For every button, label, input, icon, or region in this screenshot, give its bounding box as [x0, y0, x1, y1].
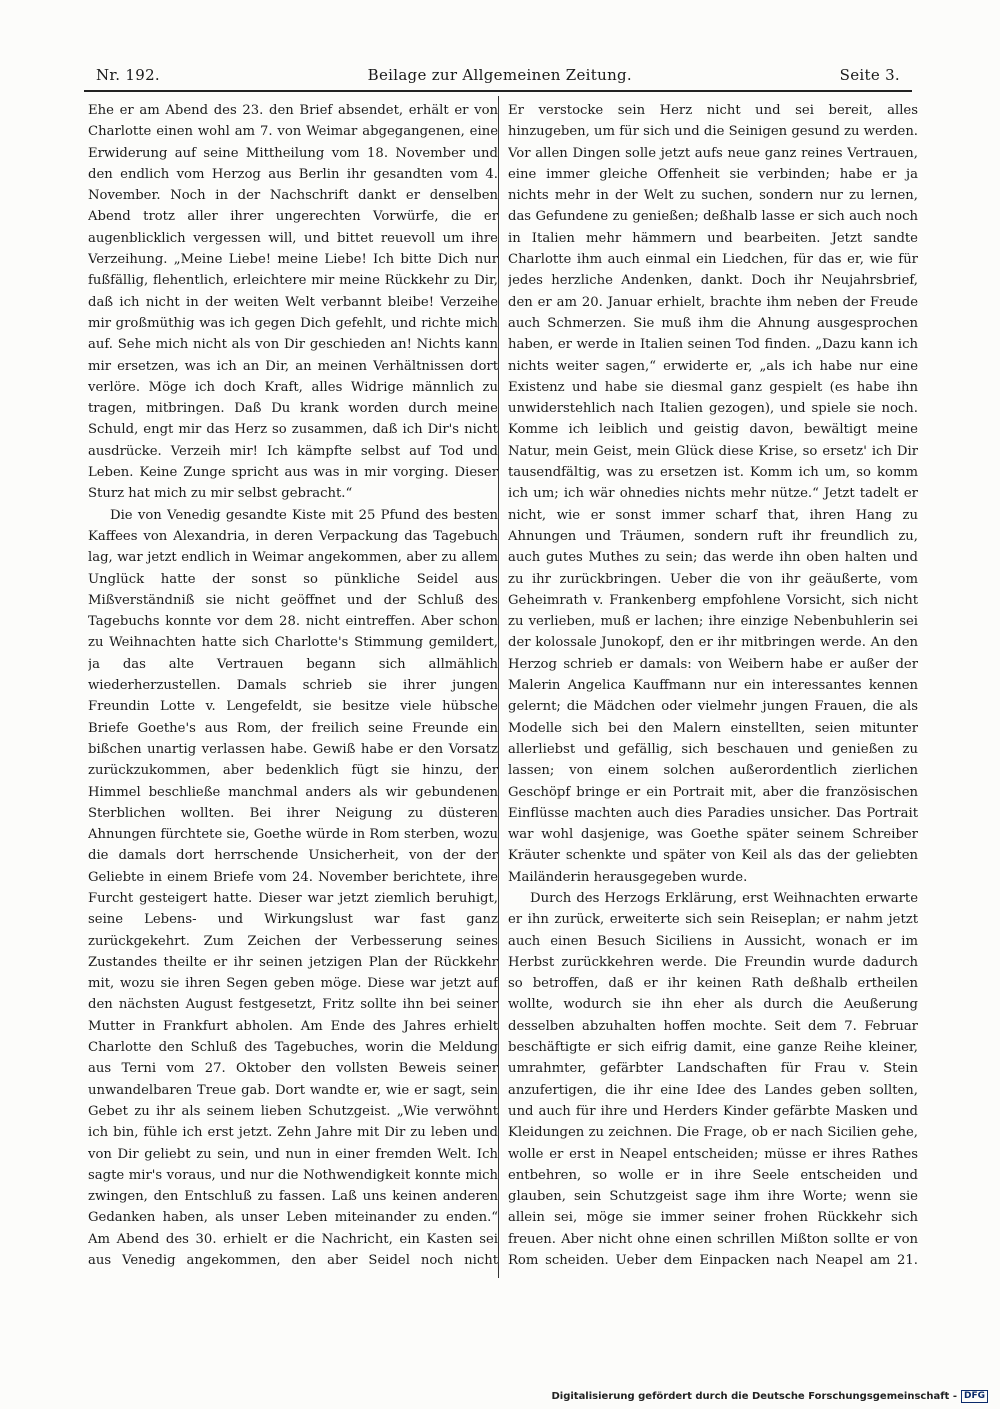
- issue-number: Nr. 192.: [96, 66, 160, 84]
- page-header: [96, 58, 900, 84]
- right-column: [508, 100, 918, 1272]
- header-rule: [84, 90, 912, 92]
- left-column: [88, 100, 498, 1272]
- paragraph: Er verstocke sein Herz nicht und sei bereit, alles hinzugeben, um für sich und die Seinigen gesund zu werden. Vor allen Dingen solle jetzt aufs neue ganz reines Vertrauen, eine immer gleiche Offenheit sie verbinden; habe er ja nichts mehr in der Welt zu suchen, sondern nur zu lernen, das Gefundene zu genießen; deßhalb lasse er sich auch noch in Italien mehr hämmern und bearbeiten. Jetzt sandte Charlotte ihm auch einmal ein Liedchen, für das er, wie für jedes herzliche Andenken, dankt. Doch ihr Neujahrsbrief, den er am 20. Januar erhielt, brachte ihm neben der Freude auch Schmerzen. Sie muß ihm die Ahnung ausgesprochen haben, er werde in Italien seinen Tod finden. „Dazu kann ich nichts weiter sagen,“ erwiderte er, „als ich habe nur eine Existenz und habe sie diesmal ganz gespielt (es habe ihn unwiderstehlich nach Italien gezogen), und spiele sie noch. Komme ich leiblich und geistig davon, bewältigt meine Natur, mein Geist, mein Glück diese Krise, so ersetz' ich Dir tausendfältig, was zu ersetzen ist. Komm ich um, so komm ich um; ich wär ohnedies nichts mehr nütze.“ Jetzt tadelt er nicht, wie er sonst immer scharf that, ihren Hang zu Ahnungen und Träumen, sondern ruft ihr freundlich zu, auch gutes Muthes zu sein; das werde ihn oben halten und zu ihr zurückbringen. Ueber die von ihr geäußerte, vom Geheimrath v. Frankenberg empfohlene Vorsicht, sich nicht zu verlieben, muß er lachen; ihre einzige Nebenbuhlerin sei der kolossale Junokopf, den er ihr mitbringen werde. An den Herzog schrieb er damals: von Weibern habe er außer der Malerin Angelica Kauffmann nur ein interessantes kennen gelernt; die Mädchen oder vielmehr jungen Frauen, die als Modelle sich bei den Malern einstellten, seien mitunter allerliebst und gefällig, sich beschauen und genießen zu lassen; von einem solchen außerordentlich zierlichen Geschöpf bringe er ein Portrait mit, aber die französischen Einflüsse machten auch dies Paradies unsicher. Das Portrait war wohl dasjenige, was Goethe später seinem Schreiber Kräuter schenkte und später von Keil als das der geliebten Mailänderin herausgegeben wurde.: [508, 103, 918, 885]
- footer-text: Digitalisierung gefördert durch die Deutsche Forschungsgemeinschaft -: [551, 1391, 957, 1402]
- supplement-title: Beilage zur Allgemeinen Zeitung.: [367, 66, 632, 84]
- dfg-logo: DFG: [961, 1390, 988, 1403]
- paragraph: Die von Venedig gesandte Kiste mit 25 Pfund des besten Kaffees von Alexandria, in deren Verpackung das Tagebuch lag, war jetzt endlich in Weimar angekommen, aber zu allem Unglück hatte der sonst so pünkliche Seidel aus Mißverständniß sie nicht geöffnet und der Schluß des Tagebuchs konnte vor dem 28. nicht eintreffen. Aber schon zu Weihnachten hatte sich Charlotte's Stimmung gemildert, ja das alte Vertrauen begann sich allmählich wiederherzustellen. Damals schrieb sie ihrer jungen Freundin Lotte v. Lengefeldt, sie besitze viele hübsche Briefe Goethe's aus Rom, der freilich seine Freunde ein bißchen unartig verlassen habe. Gewiß habe er den Vorsatz zurückzukommen, aber bedenklich fügt sie hinzu, der Himmel beschließe manchmal anders als wir gebundenen Sterblichen wollten. Bei ihrer Neigung zu düsteren Ahnungen fürchtete sie, Goethe würde in Rom sterben, wozu die damals dort herrschende Unsicherheit, von der der Geliebte in einem Briefe vom 24. November berichtete, ihre Furcht gesteigert hatte. Dieser war jetzt ziemlich beruhigt, seine Lebens- und Wirkungslust war fast ganz zurückgekehrt. Zum Zeichen der Verbesserung seines Zustandes theilte er ihr seinen jetzigen Plan der Rückkehr mit, wozu sie ihren Segen geben möge. Diese war jetzt auf den nächsten August festgesetzt, Fritz sollte ihn bei seiner Mutter in Frankfurt abholen. Am Ende des Jahres erhielt Charlotte den Schluß des Tagebuches, worin die Meldung aus Terni vom 27. Oktober den vollsten Beweis seiner unwandelbaren Treue gab. Dort wandte er, wie er sagt, sein Gebet zu ihr als seinem lieben Schutzgeist. „Wie verwöhnt ich bin, fühle ich erst jetzt. Zehn Jahre mit Dir zu leben und von Dir geliebt zu sein, und nun in einer fremden Welt. Ich sagte mir's voraus, und nur die Nothwendigkeit konnte mich zwingen, den Entschluß zu fassen. Laß uns keinen anderen Gedanken haben, als unser Leben miteinander zu enden.“ Am Abend des 30. erhielt er die Nachricht, ein Kasten sei aus Venedig angekommen, den aber Seidel noch nicht: [88, 507, 498, 1269]
- paragraph: Ehe er am Abend des 23. den Brief absendet, erhält er von Charlotte einen wohl am 7. von Weimar abgegangenen, eine Erwiderung auf seine Mittheilung vom 18. November und den endlich vom Herzog aus Berlin ihr gesandten vom 4. November. Noch in der Nachschrift dankt er denselben Abend trotz aller ihrer ungerechten Vorwürfe, die er augenblicklich vergessen will, und bittet reuevoll um ihre Verzeihung. „Meine Liebe! meine Liebe! Ich bitte Dich nur fußfällig, flehentlich, erleichtere mir meine Rückkehr zu Dir, daß ich nicht in der weiten Welt verbannt bleibe! Verzeihe mir großmüthig was ich gegen Dich gefehlt, und richte mich auf. Sehe mich nicht als von Dir geschieden an! Nichts kann mir ersetzen, was ich an Dir, an meinen Verhältnissen dort verlöre. Möge ich doch Kraft, alles Widrige männlich zu tragen, mitbringen. Daß Du krank worden durch meine Schuld, engt mir das Herz so zusammen, daß ich Dir's nicht ausdrücke. Verzeih mir! Ich kämpfte selbst auf Tod und Leben. Keine Zunge spricht aus was in mir vorging. Dieser Sturz hat mich zu mir selbst gebracht.“: [88, 103, 498, 502]
- column-divider: [498, 96, 499, 1278]
- digitization-footer: [551, 1390, 988, 1403]
- page-number: Seite 3.: [839, 66, 900, 84]
- paragraph: Durch des Herzogs Erklärung, erst Weihnachten erwarte er ihn zurück, erweiterte sich sein Reiseplan; er nahm jetzt auch einen Besuch Siciliens in Aussicht, wonach er im Herbst zurückkehren werde. Die Freundin wurde dadurch so betroffen, daß er ihr keinen Rath deßhalb ertheilen wollte, wodurch sie ihn eher als durch die Aeußerung desselben abzuhalten hoffen mochte. Seit dem 7. Februar beschäftigte er sich eifrig damit, eine ganze Reihe kleiner, umrahmter, gefärbter Landschaften für Frau v. Stein anzufertigen, die ihr eine Idee des Landes geben sollten, und auch für ihre und Herders Kinder gefärbte Masken und Kleidungen zu zeichnen. Die Frage, ob er nach Sicilien gehe, wolle er erst in Neapel entscheiden; müsse er ihres Rathes entbehren, so wolle er in ihre Seele entscheiden und glauben, sein Schutzgeist sage ihm ihre Worte; wenn sie allein sei, möge sie immer seiner frohen Rückkehr sich freuen. Aber nicht ohne einen schrillen Mißton sollte er von Rom scheiden. Ueber dem Einpacken nach Neapel am 21.: [508, 890, 918, 1269]
